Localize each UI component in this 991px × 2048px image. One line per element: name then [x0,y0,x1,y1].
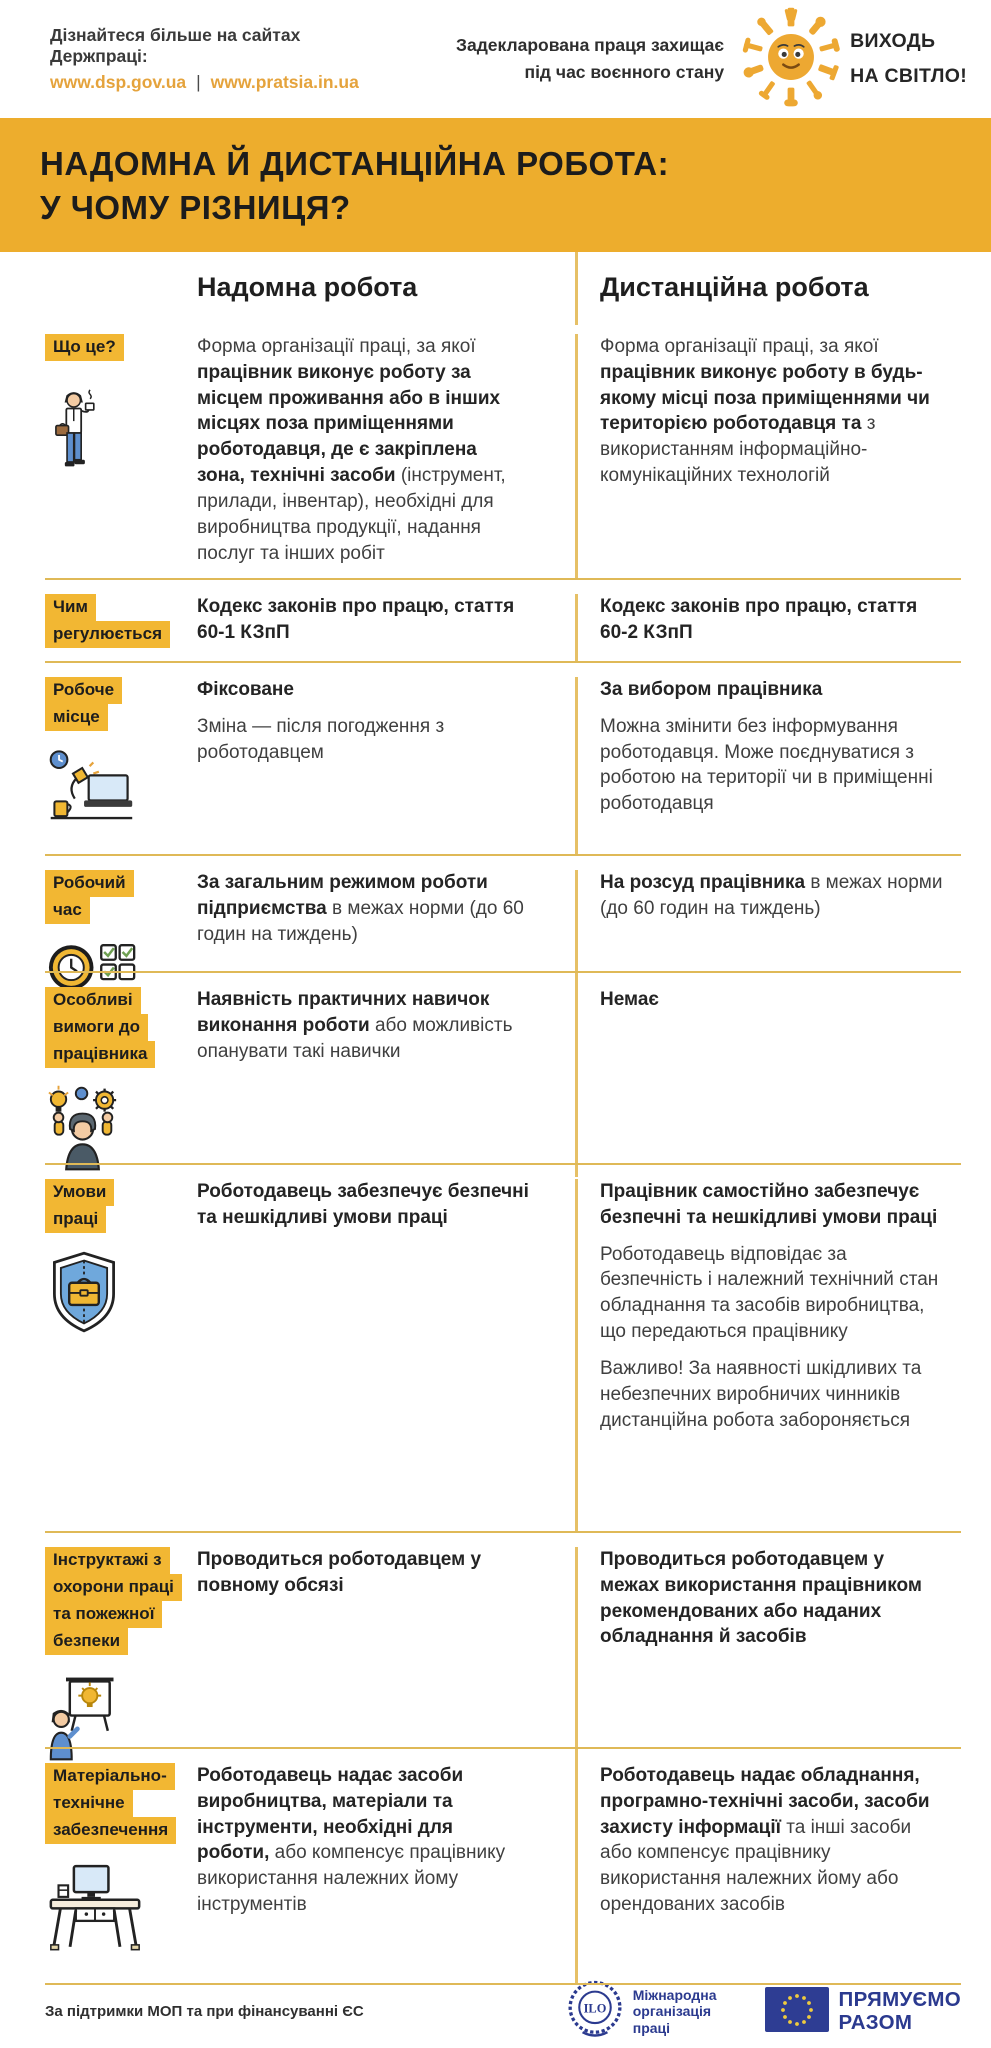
page-footer [0,1985,991,2048]
remote-work-cell [575,334,991,580]
row-label-line: Умови [45,1179,114,1206]
ilo-label-line-2: організація [632,2003,712,2020]
header-note: Дізнайтеся більше на сайтах Держпраці: [50,25,301,66]
declared-work-slogan [402,32,740,86]
table-row-regulated-by [0,580,991,663]
desk-workspace-icon [47,747,135,832]
skills-person-icon [47,1084,119,1177]
text-paragraph: На розсуд працівника в межах норми (до 60 годин на тиждень) [600,872,943,919]
text-paragraph: Проводиться роботодавцем у повному обсязі [197,1549,482,1596]
row-label-cell [0,1763,197,1985]
home-work-cell [197,594,575,663]
table-row-working-conditions [0,1165,991,1533]
title-line-2: У ЧОМУ РІЗНИЦЯ? [40,188,351,226]
row-label-line: вимоги до [45,1014,148,1041]
comparison-table [0,252,991,1985]
table-row-workplace [0,663,991,856]
text-paragraph: Можна змінити без інформування роботодавця. Може поєднуватися з роботою на території чи в приміщенні роботодавця [600,715,933,815]
row-label-line: охорони праці [45,1574,182,1601]
home-work-cell [197,334,575,580]
mascot-line-1: ВИХОДЬ [850,29,936,52]
table-header-row [0,252,991,325]
eu-label [839,1989,961,2033]
column-header-remote-work: Дистанційна робота [600,272,869,302]
table-row-safety-briefings [0,1533,991,1749]
row-label [45,987,155,1068]
row-label-cell [0,987,197,1177]
link-separator: | [196,72,201,92]
page-title [40,142,961,229]
text-paragraph: Форма організації праці, за якої працівник виконує роботу в будь-якому місці поза приміщеннями чи територією роботодавця та з використанням інформаційно-комунікаційних технологій [600,336,930,487]
table-body [0,325,991,1985]
column-header-home-work: Надомна робота [197,272,418,302]
home-work-cell [197,987,575,1177]
text-paragraph: Роботодавець надає обладнання, програмно-технічні засоби, засоби захисту інформації та інші засоби або компенсує працівнику використання належних йому або орендованих засобів [600,1765,930,1916]
table-row-material-support [0,1749,991,1985]
row-label-cell [0,1179,197,1533]
worker-icon [47,377,99,494]
svg-text:ILO: ILO [583,2001,607,2016]
text-paragraph: За вибором працівника [600,679,823,700]
eu-logo-block [765,1987,961,2037]
row-label-cell [0,594,197,663]
home-work-cell [197,1179,575,1533]
text-paragraph: Форма організації праці, за якої працівник виконує роботу за місцем проживання або в інших місцях поза приміщеннями роботодавця, де є закріплена зона, технічні засоби (інструмент, прилади, інвентар), необхідні для виробництва продукції, надання послуг та інших робіт [197,336,506,564]
table-row-what-is [0,325,991,580]
eu-flag-icon [765,1987,829,2037]
remote-work-cell [575,594,991,663]
text-paragraph: Роботодавець забезпечує безпечні та нешкідливі умови праці [197,1181,529,1228]
header-links-block [50,25,402,93]
title-line-1: НАДОМНА Й ДИСТАНЦІЙНА РОБОТА: [40,145,670,182]
row-label-cell [0,677,197,856]
text-paragraph: Наявність практичних навичок виконання роботи або можливість опанувати такі навички [197,989,513,1062]
ilo-label-line-1: Міжнародна [632,1986,717,2003]
home-work-cell [197,1547,575,1768]
text-paragraph: Кодекс законів про працю, стаття 60-1 КЗпП [197,596,515,643]
home-work-cell [197,1763,575,1985]
remote-work-cell [575,1763,991,1985]
header-spacer [0,252,197,325]
text-paragraph: Фіксоване [197,679,294,700]
row-label-line: регулюється [45,621,170,648]
row-label [45,677,122,731]
table-row-working-time [0,856,991,973]
slogan-line-2: під час воєнного стану [524,62,725,82]
top-header [0,0,991,118]
ilo-logo-icon [566,1979,624,2044]
ilo-label-line-3: праці [632,2019,671,2036]
slogan-line-1: Задекларована праця захищає [456,34,725,55]
sun-mascot-icon [740,4,842,115]
text-paragraph: Кодекс законів про працю, стаття 60-2 КЗпП [600,596,918,643]
text-paragraph: Зміна — після погодження з роботодавцем [197,715,445,763]
support-note: За підтримки МОП та при фінансуванні ЄС [45,2003,364,2020]
home-work-cell [197,677,575,856]
ilo-label [633,1987,717,2037]
row-label-line: Робочий [45,870,134,897]
row-label-line: Чим [45,594,96,621]
text-paragraph: За загальним режимом роботи підприємства в межах норми (до 60 годин на тиждень) [197,872,524,945]
remote-work-cell [575,987,991,1177]
mascot-line-2: НА СВІТЛО! [850,65,967,87]
title-banner [0,118,991,252]
row-label-line: місце [45,704,108,731]
footer-logos [566,1979,961,2044]
row-label-cell [0,1547,197,1768]
text-paragraph: Роботодавець надає засоби виробництва, матеріали та інструменти, необхідні для роботи, або компенсує працівнику використання належних йому інструментів [197,1765,506,1916]
table-row-special-requirements [0,973,991,1165]
computer-desk-icon [47,1860,143,1957]
row-label [45,1763,176,1844]
row-label [45,594,170,648]
shield-briefcase-icon [47,1249,121,1340]
row-label-line: забезпечення [45,1817,176,1844]
row-label-line: та пожежної [45,1601,162,1628]
row-label-line: працівника [45,1041,155,1068]
row-label-line: Особливі [45,987,141,1014]
row-label-line: Інструктажі з [45,1547,170,1574]
row-label-line: Що це? [45,334,124,361]
row-label-line: праці [45,1206,106,1233]
row-label-line: час [45,897,90,924]
row-label [45,1547,182,1655]
pratsia-link[interactable]: www.pratsia.in.ua [210,72,359,92]
mascot-block [740,4,967,115]
row-label-line: технічне [45,1790,133,1817]
text-paragraph: Важливо! За наявності шкідливих та небезпечних виробничих чинників дистанційна робота забороняється [600,1357,922,1431]
remote-work-cell [575,1179,991,1533]
dsp-link[interactable]: www.dsp.gov.ua [50,72,187,92]
row-label-line: безпеки [45,1628,128,1655]
ilo-logo-block [566,1979,717,2044]
eu-label-line-1: ПРЯМУЄМО [838,1988,961,2012]
row-label [45,334,124,361]
row-label-line: Матеріально- [45,1763,175,1790]
text-paragraph: Проводиться роботодавцем у межах використання працівником рекомендованих або наданих обладнання й засобів [600,1549,922,1648]
text-paragraph: Роботодавець відповідає за безпечність і належний технічний стан обладнання та засобів виробництва, що передаються працівнику [600,1243,939,1343]
remote-work-cell [575,677,991,856]
remote-work-cell [575,1547,991,1768]
mascot-slogan [850,24,967,94]
eu-label-line-2: РАЗОМ [838,2010,913,2034]
text-paragraph: Працівник самостійно забезпечує безпечні та нешкідливі умови праці [600,1181,938,1228]
row-label-line: Робоче [45,677,122,704]
row-label [45,870,134,924]
row-label-cell [0,334,197,580]
row-label [45,1179,114,1233]
text-paragraph: Немає [600,989,659,1010]
